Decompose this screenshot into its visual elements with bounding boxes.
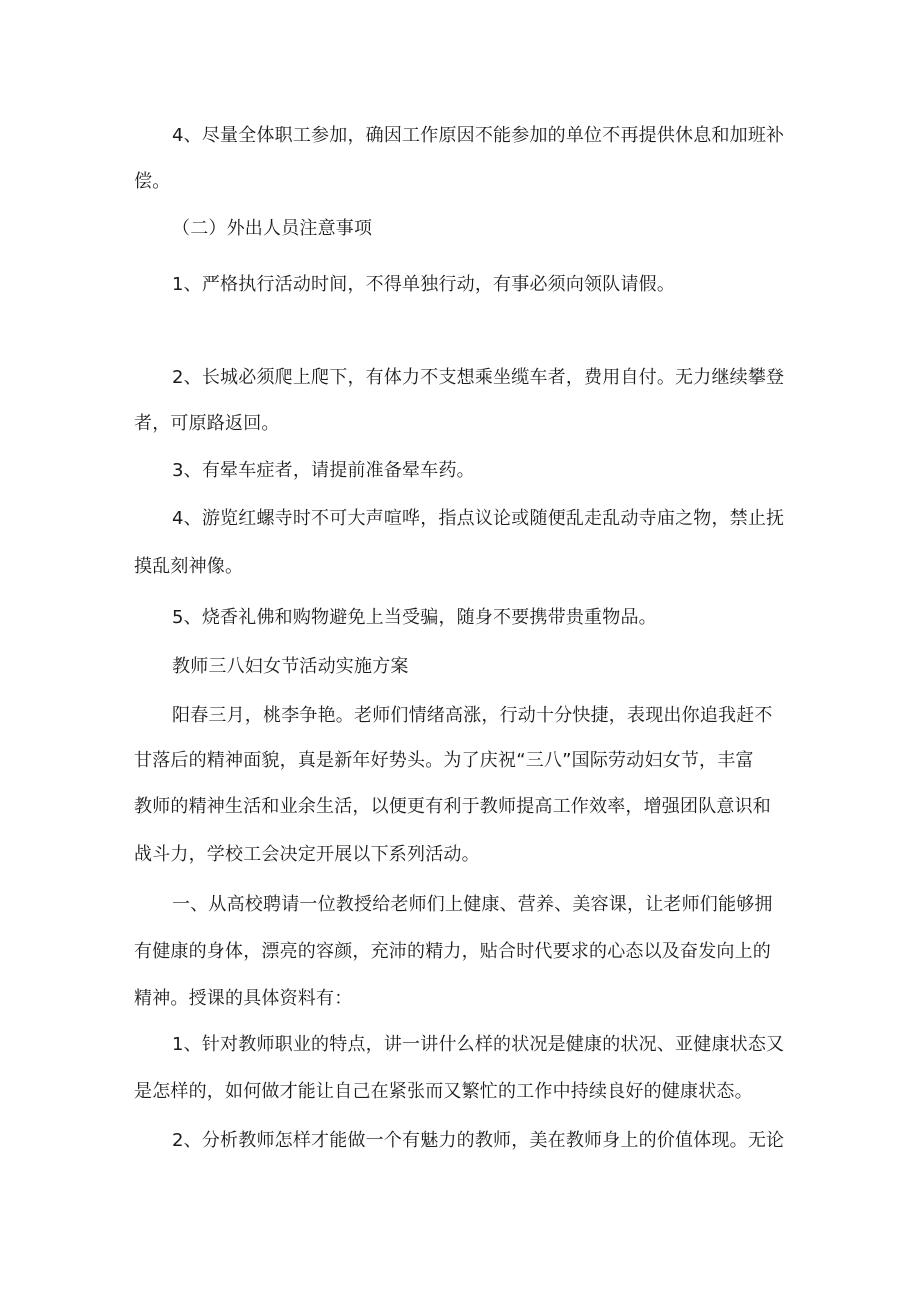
text-line: 有健康的身体，漂亮的容颜，充沛的精力，贴合时代要求的心态以及奋发向上的 [134, 941, 771, 962]
text-line: 2、分析教师怎样才能做一个有魅力的教师，美在教师身上的价值体现。无论 [172, 1130, 785, 1151]
text-line: 战斗力，学校工会决定开展以下系列活动。 [134, 844, 480, 865]
text-line: 5、烧香礼佛和购物避免上当受骗，随身不要携带贵重物品。 [172, 607, 657, 628]
text-line: 甘落后的精神面貌，真是新年好势头。为了庆祝“三八”国际劳动妇女节，丰富 [134, 750, 754, 771]
section-heading: （二）外出人员注意事项 [172, 218, 373, 239]
text-line: 摸乱刻神像。 [134, 556, 244, 577]
text-line: 4、尽量全体职工参加，确因工作原因不能参加的单位不再提供休息和加班补 [172, 125, 785, 146]
text-line: 是怎样的，如何做才能让自己在紧张而又繁忙的工作中持续良好的健康状态。 [134, 1081, 753, 1102]
text-line: 1、严格执行活动时间，不得单独行动，有事必须向领队请假。 [172, 274, 676, 295]
document-title: 教师三八妇女节活动实施方案 [172, 656, 409, 677]
text-line: 3、有晕车症者，请提前准备晕车药。 [172, 460, 475, 481]
text-line: 偿。 [134, 171, 171, 192]
text-line: 教师的精神生活和业余生活，以便更有利于教师提高工作效率，增强团队意识和 [134, 796, 771, 817]
text-line: 精神。授课的具体资料有： [134, 988, 353, 1009]
text-line: 者，可原路返回。 [134, 413, 280, 434]
text-line: 一、从高校聘请一位教授给老师们上健康、营养、美容课，让老师们能够拥 [172, 894, 773, 915]
text-line: 4、游览红螺寺时不可大声喧哗，指点议论或随便乱走乱动寺庙之物，禁止抚 [172, 508, 785, 529]
text-line: 阳春三月，桃李争艳。老师们情绪高涨，行动十分快捷，表现出你追我赶不 [172, 705, 773, 726]
text-line: 2、长城必须爬上爬下，有体力不支想乘坐缆车者，费用自付。无力继续攀登 [172, 367, 785, 388]
text-line: 1、针对教师职业的特点，讲一讲什么样的状况是健康的状况、亚健康状态又 [172, 1034, 785, 1055]
